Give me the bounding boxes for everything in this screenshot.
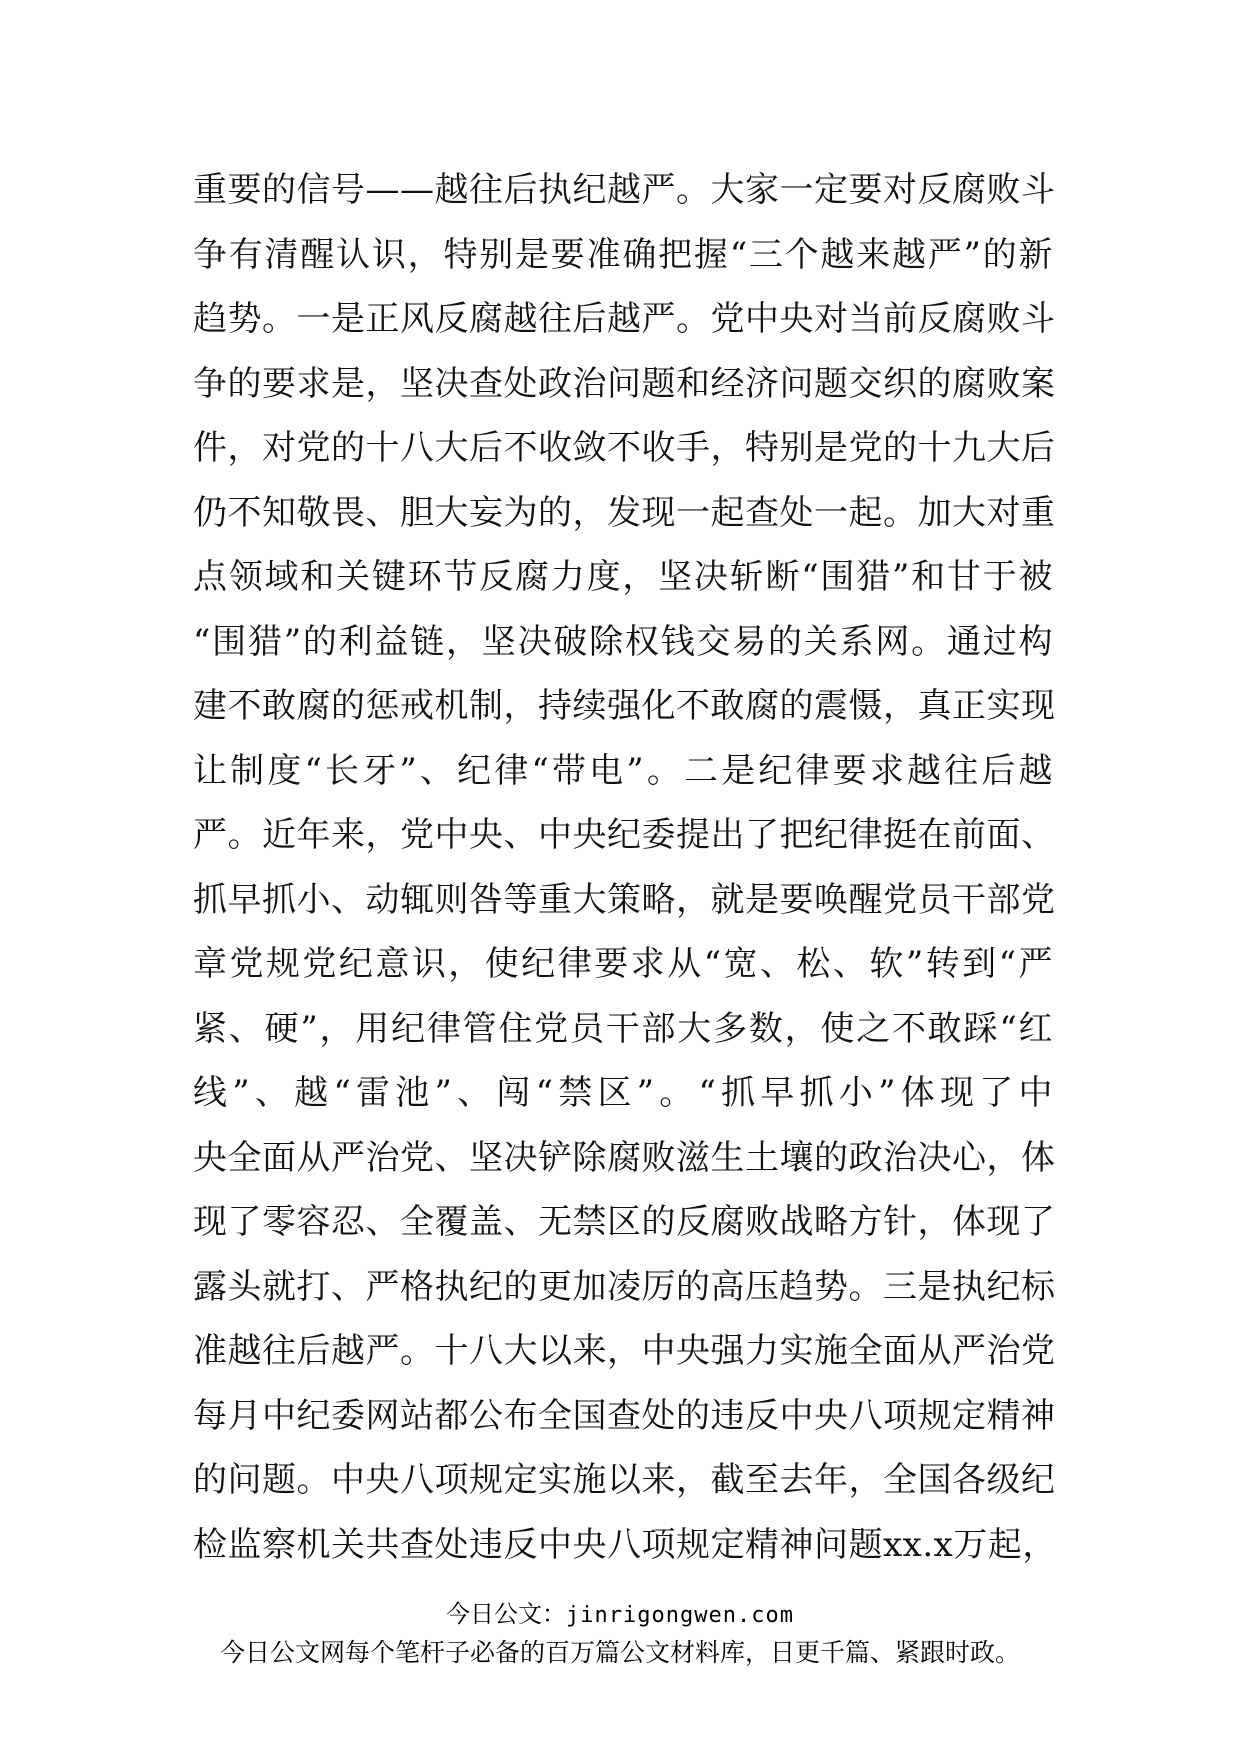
text-line: 章党规党纪意识，使纪律要求从“宽、松、软”转到“严 [193,944,1053,984]
footer-site [0,1598,1240,1632]
text-line: 紧、硬”，用纪律管住党员干部大多数，使之不敢踩“红 [193,1008,1053,1049]
text-line: 每月中纪委网站都公布全国查处的违反中央八项规定精神 [193,1395,1056,1436]
text-line: 重要的信号——越往后执纪越严。大家一定要对反腐败斗 [193,170,1056,210]
text-line: 准越往后越严。十八大以来，中央强力实施全面从严治党 [193,1331,1056,1371]
footer-site-link[interactable]: jinrigongwen.com [566,1603,794,1628]
text-line: 线”、越“雷池”、闯“禁区”。“抓早抓小”体现了中 [193,1073,1053,1113]
body-text [193,158,1057,1577]
text-line: 现了零容忍、全覆盖、无禁区的反腐败战略方针，体现了 [193,1202,1056,1242]
text-line: 露头就打、严格执纪的更加凌厉的高压趋势。三是执纪标 [193,1266,1056,1307]
text-line: 争有清醒认识，特别是要准确把握“三个越来越严”的新 [193,234,1053,275]
footer-slogan: 今日公文网每个笔杆子必备的百万篇公文材料库，日更千篇、紧跟时政。 [219,1638,1020,1667]
text-line: 争的要求是，坚决查处政治问题和经济问题交织的腐败案 [193,363,1056,404]
text-line: 趋势。一是正风反腐越往后越严。党中央对当前反腐败斗 [193,299,1056,339]
text-line: 抓早抓小、动辄则咎等重大策略，就是要唤醒党员干部党 [193,879,1056,920]
text-line: 仍不知敬畏、胆大妄为的，发现一起查处一起。加大对重 [193,492,1056,533]
text-line: 央全面从严治党、坚决铲除腐败滋生土壤的政治决心，体 [193,1137,1056,1178]
text-line: 建不敢腐的惩戒机制，持续强化不敢腐的震慑，真正实现 [193,686,1056,726]
footer-site-label: 今日公文： [446,1600,567,1628]
text-line: “围猎”的利益链，坚决破除权钱交易的关系网。通过构 [193,621,1053,662]
text-line: 点领域和关键环节反腐力度，坚决斩断“围猎”和甘于被 [193,557,1053,597]
text-line: 件，对党的十八大后不收敛不收手，特别是党的十九大后 [193,428,1056,468]
text-line: 检监察机关共查处违反中央八项规定精神问题xx.x万起， [193,1524,1057,1565]
text-line: 的问题。中央八项规定实施以来，截至去年，全国各级纪 [193,1460,1056,1500]
text-line: 让制度“长牙”、纪律“带电”。二是纪律要求越往后越 [193,750,1053,791]
text-line: 严。近年来，党中央、中央纪委提出了把纪律挺在前面、 [193,815,1056,855]
